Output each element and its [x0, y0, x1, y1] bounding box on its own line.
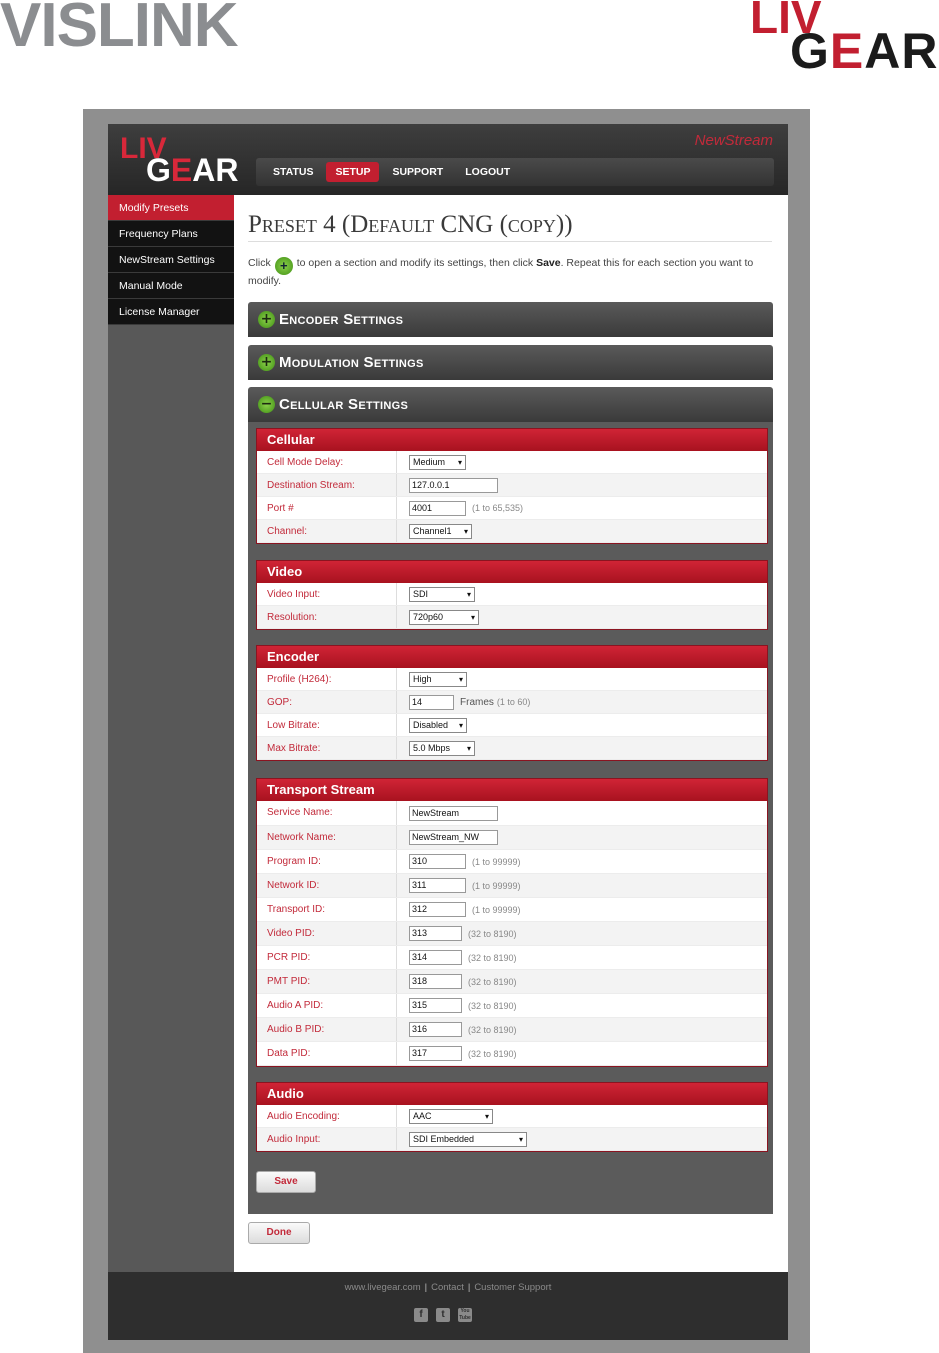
range-hint: (1 to 60) [496, 697, 531, 707]
expand-plus-icon[interactable]: + [258, 311, 275, 328]
table-row [257, 583, 767, 606]
sidebar-item-newstream-settings[interactable]: NewStream Settings [108, 247, 234, 273]
collapse-minus-icon[interactable]: − [258, 396, 275, 413]
network-name-input[interactable]: NewStream_NW [409, 830, 498, 845]
program-id-input[interactable]: 310 [409, 854, 466, 869]
main-content [234, 195, 788, 1272]
section-label: Encoder Settings [279, 311, 404, 328]
field-label: Cell Mode Delay: [257, 451, 397, 473]
sidebar-item-license-manager[interactable]: License Manager [108, 299, 234, 325]
cellular-settings-panel [248, 422, 773, 1214]
field-label: Audio Encoding: [257, 1105, 397, 1127]
channel-select[interactable]: Channel1 ▾ [409, 524, 472, 539]
field-label: Audio A PID: [257, 994, 397, 1017]
max-bitrate-select[interactable]: 5.0 Mbps ▾ [409, 741, 475, 756]
section-label: Cellular Settings [279, 396, 409, 413]
group-encoder [256, 645, 768, 761]
table-row [257, 520, 767, 543]
page-title: Preset 4 (Default CNG (copy)) [248, 211, 573, 238]
field-label: PCR PID: [257, 946, 397, 969]
range-hint: (32 to 8190) [468, 1048, 517, 1059]
done-button[interactable]: Done [248, 1222, 310, 1244]
top-nav [256, 158, 774, 186]
brand-title: NewStream [694, 132, 773, 149]
field-label: PMT PID: [257, 970, 397, 993]
table-row [257, 668, 767, 691]
field-label: Service Name: [257, 801, 397, 825]
nav-support[interactable]: SUPPORT [392, 166, 444, 178]
table-row [257, 801, 767, 826]
livegear-logo-top: LIV [750, 0, 822, 43]
field-label: Network Name: [257, 826, 397, 849]
field-label: Video Input: [257, 583, 397, 605]
range-hint: (1 to 99999) [472, 904, 521, 915]
sidebar [108, 195, 234, 1272]
field-label: Transport ID: [257, 898, 397, 921]
save-button[interactable]: Save [256, 1171, 316, 1193]
livegear-logo-bottom: GEAR [790, 23, 939, 79]
resolution-select[interactable]: 720p60 ▾ [409, 610, 479, 625]
facebook-icon[interactable]: f [414, 1308, 428, 1322]
field-label: Max Bitrate: [257, 737, 397, 759]
youtube-icon[interactable]: You Tube [459, 1308, 471, 1321]
field-label: Channel: [257, 520, 397, 542]
audio-encoding-select[interactable]: AAC ▾ [409, 1109, 493, 1124]
port-input[interactable]: 4001 [409, 501, 466, 516]
field-label: Program ID: [257, 850, 397, 873]
unit-label: Frames [460, 696, 494, 708]
table-row [257, 994, 767, 1018]
footer-link-site[interactable]: www.livegear.com [344, 1282, 421, 1293]
field-label: Resolution: [257, 606, 397, 628]
table-row [257, 451, 767, 474]
audio-b-pid-input[interactable]: 316 [409, 1022, 462, 1037]
table-row [257, 1128, 767, 1151]
range-hint: (1 to 99999) [472, 880, 521, 891]
footer-separator: | [467, 1282, 471, 1293]
data-pid-input[interactable]: 317 [409, 1046, 462, 1061]
livegear-doc-logo [748, 0, 939, 79]
title-divider [248, 241, 772, 242]
cellular-settings-header[interactable] [248, 387, 773, 422]
video-pid-input[interactable]: 313 [409, 926, 462, 941]
app-logo[interactable] [120, 134, 240, 188]
table-row [257, 922, 767, 946]
vislink-logo: VISLINK [0, 0, 238, 60]
footer-separator: | [424, 1282, 428, 1293]
table-row [257, 898, 767, 922]
video-input-select[interactable]: SDI ▾ [409, 587, 475, 602]
pcr-pid-input[interactable]: 314 [409, 950, 462, 965]
footer-link-support[interactable]: Customer Support [474, 1282, 552, 1293]
field-label: Audio B PID: [257, 1018, 397, 1041]
nav-status[interactable]: STATUS [273, 166, 314, 178]
range-hint: (32 to 8190) [468, 976, 517, 987]
table-row [257, 874, 767, 898]
field-label: Profile (H264): [257, 668, 397, 690]
field-label: Port # [257, 497, 397, 519]
gop-input[interactable]: 14 [409, 695, 454, 710]
footer-links [108, 1282, 788, 1293]
audio-a-pid-input[interactable]: 315 [409, 998, 462, 1013]
expand-plus-icon[interactable]: + [258, 354, 275, 371]
app-header [108, 124, 788, 195]
group-transport-stream [256, 778, 768, 1067]
table-row [257, 970, 767, 994]
field-label: Low Bitrate: [257, 714, 397, 736]
field-label: Video PID: [257, 922, 397, 945]
range-hint: (32 to 8190) [468, 1000, 517, 1011]
field-label: Data PID: [257, 1042, 397, 1065]
modulation-settings-header[interactable] [248, 345, 773, 380]
table-row [257, 497, 767, 520]
encoder-settings-header[interactable] [248, 302, 773, 337]
footer [108, 1272, 788, 1340]
intro-text: Click + to open a section and modify its settings, then click Save. Repeat this for each section you want to modify. [248, 257, 754, 287]
twitter-icon[interactable]: t [436, 1308, 450, 1322]
sidebar-item-manual-mode[interactable]: Manual Mode [108, 273, 234, 299]
sidebar-item-frequency-plans[interactable]: Frequency Plans [108, 221, 234, 247]
network-id-input[interactable]: 311 [409, 878, 466, 893]
destination-stream-input[interactable]: 127.0.0.1 [409, 478, 498, 493]
table-row [257, 714, 767, 737]
section-label: Modulation Settings [279, 354, 424, 371]
group-title: Encoder [257, 646, 767, 668]
plus-icon: + [275, 257, 293, 275]
table-row [257, 1105, 767, 1128]
nav-logout[interactable]: LOGOUT [465, 166, 511, 178]
transport-id-input[interactable]: 312 [409, 902, 466, 917]
table-row [257, 1018, 767, 1042]
table-row [257, 691, 767, 714]
field-label: Network ID: [257, 874, 397, 897]
table-row [257, 1042, 767, 1066]
service-name-input[interactable]: NewStream [409, 806, 498, 821]
group-cellular [256, 428, 768, 544]
field-label: Destination Stream: [257, 474, 397, 496]
range-hint: (32 to 8190) [468, 952, 517, 963]
table-row [257, 606, 767, 629]
group-title: Transport Stream [257, 779, 767, 801]
group-title: Audio [257, 1083, 767, 1105]
range-hint: (32 to 8190) [468, 1024, 517, 1035]
group-audio [256, 1082, 768, 1152]
audio-input-select[interactable]: SDI Embedded ▾ [409, 1132, 527, 1147]
browser-frame [83, 109, 810, 1353]
app-logo-bottom: GEAR [146, 152, 239, 188]
group-title: Video [257, 561, 767, 583]
sidebar-item-modify-presets[interactable]: Modify Presets [108, 195, 234, 221]
table-row [257, 850, 767, 874]
range-hint: (32 to 8190) [468, 928, 517, 939]
table-row [257, 826, 767, 850]
range-hint: (1 to 99999) [472, 856, 521, 867]
range-hint: (1 to 65,535) [472, 503, 524, 513]
app-logo-top: LIV [120, 132, 167, 165]
field-label: GOP: [257, 691, 397, 713]
cell-mode-delay-select[interactable]: Medium ▾ [409, 455, 466, 470]
footer-link-contact[interactable]: Contact [431, 1282, 464, 1293]
pmt-pid-input[interactable]: 318 [409, 974, 462, 989]
group-title: Cellular [257, 429, 767, 451]
table-row [257, 737, 767, 760]
field-label: Audio Input: [257, 1128, 397, 1150]
app-window [108, 124, 788, 1340]
group-video [256, 560, 768, 630]
low-bitrate-select[interactable]: Disabled ▾ [409, 718, 467, 733]
profile-select[interactable]: High ▾ [409, 672, 467, 687]
nav-setup[interactable]: SETUP [326, 162, 379, 182]
table-row [257, 474, 767, 497]
table-row [257, 946, 767, 970]
